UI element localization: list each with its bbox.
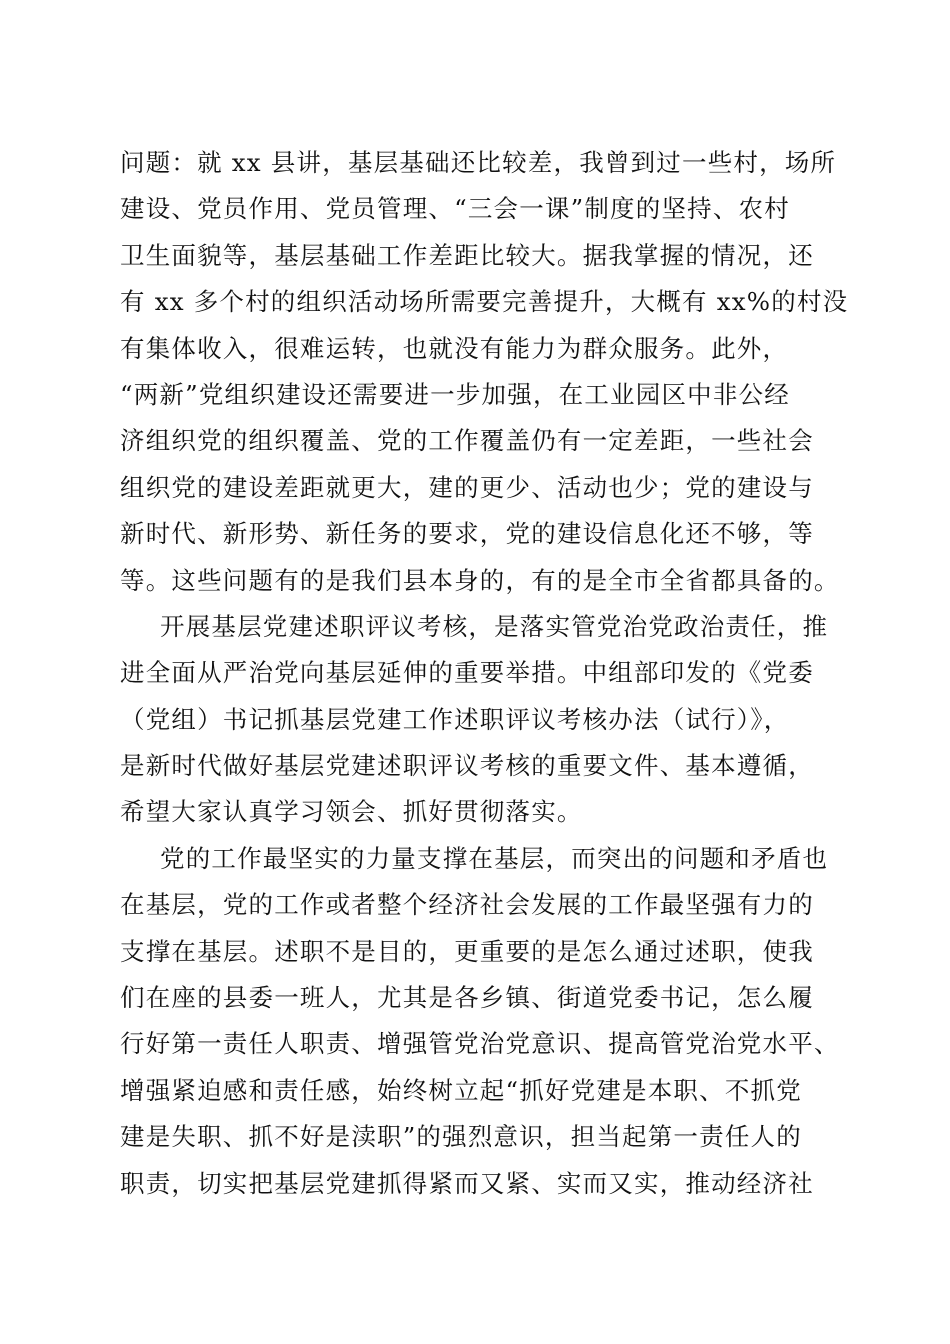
text-line: （党组）书记抓基层党建工作述职评议考核办法（试行）》， — [120, 704, 790, 734]
text-line: 在基层，党的工作或者整个经济社会发展的工作最坚强有力的 — [120, 890, 814, 920]
text-line: 行好第一责任人职责、增强管党治党意识、提高管党治党水平、 — [120, 1029, 840, 1059]
text-line: 卫生面貌等，基层基础工作差距比较大。据我掌握的情况，还 — [120, 240, 814, 270]
text-line: 有 xx 多个村的组织活动场所需要完善提升，大概有 xx%的村没 — [120, 287, 849, 317]
text-line: 进全面从严治党向基层延伸的重要举措。中组部印发的《党委 — [120, 658, 814, 688]
body-text — [120, 140, 849, 1207]
text-line: 支撑在基层。述职不是目的，更重要的是怎么通过述职，使我 — [120, 936, 814, 966]
text-line: “两新”党组织建设还需要进一步加强，在工业园区中非公经 — [120, 379, 790, 409]
text-line: 等。这些问题有的是我们县本身的，有的是全市全省都具备的。 — [120, 565, 840, 595]
text-line: 建是失职、抓不好是渎职”的强烈意识，担当起第一责任人的 — [120, 1122, 802, 1152]
text-line: 济组织党的组织覆盖、党的工作覆盖仍有一定差距，一些社会 — [120, 426, 814, 456]
text-line: 希望大家认真学习领会、抓好贯彻落实。 — [120, 797, 583, 827]
text-line: 新时代、新形势、新任务的要求，党的建设信息化还不够，等 — [120, 519, 814, 549]
text-line: 职责，切实把基层党建抓得紧而又紧、实而又实，推动经济社 — [120, 1168, 814, 1198]
text-line: 组织党的建设差距就更大，建的更少、活动也少；党的建设与 — [120, 472, 814, 502]
text-line: 们在座的县委一班人，尤其是各乡镇、街道党委书记，怎么履 — [120, 983, 814, 1013]
text-line: 是新时代做好基层党建述职评议考核的重要文件、基本遵循， — [120, 751, 814, 781]
text-line: 有集体收入，很难运转，也就没有能力为群众服务。此外， — [120, 333, 789, 363]
text-line: 增强紧迫感和责任感，始终树立起“抓好党建是本职、不抓党 — [120, 1075, 802, 1105]
paragraph-start-line: 党的工作最坚实的力量支撑在基层，而突出的问题和矛盾也 — [160, 843, 829, 873]
paragraph-start-line: 开展基层党建述职评议考核，是落实管党治党政治责任，推 — [160, 611, 829, 641]
text-line: 建设、党员作用、党员管理、“三会一课”制度的坚持、农村 — [120, 194, 790, 224]
text-line: 问题：就 xx 县讲，基层基础还比较差，我曾到过一些村，场所 — [120, 148, 837, 177]
